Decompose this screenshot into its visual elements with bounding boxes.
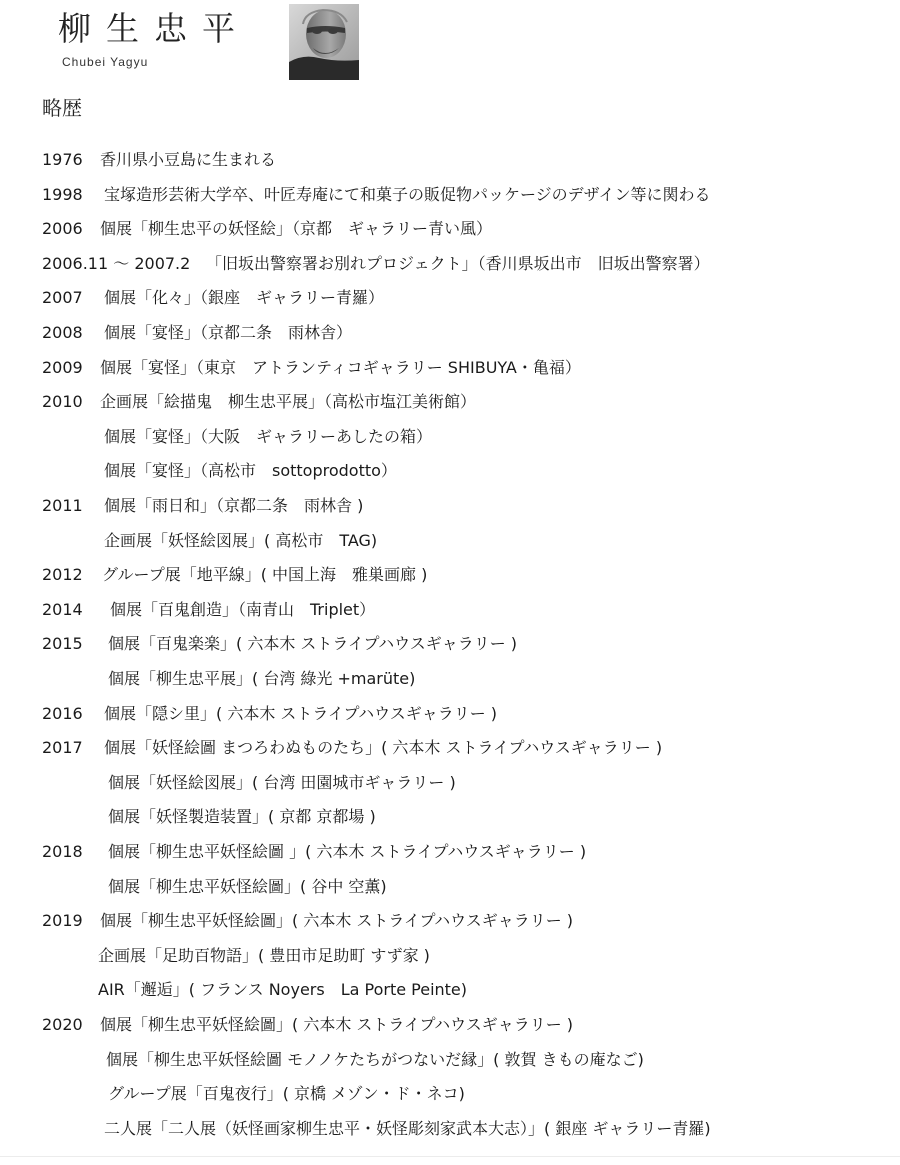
biography-entry — [0, 939, 900, 973]
entry-year: 2014 — [42, 599, 83, 619]
entry-text: 個展「宴怪」（京都二条 雨林舎） — [104, 323, 353, 342]
entry-text: 香川県小豆島に生まれる — [100, 150, 277, 169]
biography-entry — [0, 178, 900, 212]
entry-text: 個展「柳生忠平妖怪絵圖」( 六本木 ストライプハウスギャラリー ) — [100, 911, 574, 931]
entry-year: 2017 — [42, 738, 83, 758]
biography-entry — [0, 524, 900, 558]
biography-entry — [0, 870, 900, 904]
entry-text: 個展「柳生忠平妖怪絵圖 モノノケたちがつないだ縁」( 敦賀 きもの庵なご) — [106, 1049, 644, 1069]
entry-text: 個展「百鬼創造」（南青山 Triplet） — [110, 599, 376, 619]
biography-entry — [0, 835, 900, 869]
entry-year: 2016 — [42, 703, 83, 723]
bottom-divider — [0, 1156, 900, 1157]
entry-text: AIR「邂逅」( フランス Noyers La Porte Peinte) — [98, 980, 468, 1000]
entry-text: 個展「百鬼楽楽」( 六本木 ストライプハウスギャラリー ) — [108, 634, 518, 654]
biography-entry — [0, 558, 900, 592]
entry-text: 企画展「妖怪絵図展」( 高松市 TAG) — [104, 530, 378, 550]
entry-year: 1998 — [42, 184, 83, 204]
name-english: Chubei Yagyu — [62, 55, 149, 69]
biography-entry — [0, 593, 900, 627]
entry-text: 個展「妖怪絵図展」( 台湾 田園城市ギャラリー ) — [108, 772, 456, 792]
biography-entry — [0, 973, 900, 1007]
entry-text: 個展「宴怪」（東京 アトランティコギャラリー SHIBUYA・亀福） — [100, 357, 581, 377]
entry-year: 2010 — [42, 392, 83, 412]
biography-entry — [0, 212, 900, 246]
entry-text: 個展「化々」（銀座 ギャラリー青羅） — [104, 288, 385, 308]
entry-text: 個展「隠シ里」( 六本木 ストライプハウスギャラリー ) — [104, 703, 498, 723]
biography-entry — [0, 316, 900, 350]
entry-text: 「旧坂出警察署お別れプロジェクト」（香川県坂出市 旧坂出警察署） — [206, 253, 710, 273]
biography-entry — [0, 420, 900, 454]
biography-entry — [0, 904, 900, 938]
biography-entry — [0, 281, 900, 315]
entry-text: グループ展「百鬼夜行」( 京橋 メゾン・ド・ネコ) — [108, 1084, 465, 1104]
entry-text: 個展「柳生忠平妖怪絵圖 」( 六本木 ストライプハウスギャラリー ) — [108, 842, 587, 861]
entry-text: 個展「柳生忠平妖怪絵圖」( 六本木 ストライプハウスギャラリー ) — [100, 1015, 574, 1034]
section-title-biography: 略歴 — [42, 96, 82, 120]
entry-year: 2015 — [42, 634, 83, 654]
entry-text: 個展「妖怪製造装置」( 京都 京都場 ) — [108, 807, 376, 827]
entry-year: 2007 — [42, 288, 83, 308]
entry-text: 二人展「二人展（妖怪画家柳生忠平・妖怪彫刻家武本大志）」( 銀座 ギャラリー青羅) — [104, 1118, 711, 1138]
biography-entry — [0, 1077, 900, 1111]
entry-text: 個展「宴怪」（高松市 sottoprodotto） — [104, 461, 397, 481]
biography-entry — [0, 1112, 900, 1146]
entry-year: 2020 — [42, 1015, 83, 1034]
entry-year: 1976 — [42, 150, 83, 169]
biography-entry — [0, 766, 900, 800]
entry-year: 2018 — [42, 842, 83, 861]
portrait-photo — [289, 4, 359, 80]
biography-entry — [0, 143, 900, 177]
entry-year: 2006 — [42, 219, 83, 239]
entry-text: 企画展「足助百物語」( 豊田市足助町 すず家 ) — [98, 945, 430, 965]
entry-text: 個展「宴怪」（大阪 ギャラリーあしたの箱） — [104, 426, 433, 446]
biography-entry — [0, 454, 900, 488]
entry-year: 2012 — [42, 565, 83, 585]
entry-year: 2019 — [42, 911, 83, 931]
biography-entry — [0, 662, 900, 696]
biography-entry — [0, 697, 900, 731]
biography-entry — [0, 1043, 900, 1077]
entry-text: グループ展「地平線」( 中国上海 雅巣画廊 ) — [102, 565, 428, 585]
biography-entry — [0, 627, 900, 661]
entry-year: 2011 — [42, 496, 83, 515]
biography-entry — [0, 385, 900, 419]
biography-entry — [0, 800, 900, 834]
entry-text: 個展「柳生忠平妖怪絵圖」( 谷中 空薫) — [108, 876, 387, 896]
entry-year: 2006.11 ～ 2007.2 — [42, 253, 191, 273]
entry-year: 2008 — [42, 323, 83, 342]
entry-text: 個展「柳生忠平展」( 台湾 綠光 +marüte) — [108, 669, 416, 688]
entry-text: 企画展「絵描鬼 柳生忠平展」（高松市塩江美術館） — [100, 392, 477, 412]
biography-entry — [0, 351, 900, 385]
entry-text: 宝塚造形芸術大学卒、叶匠寿庵にて和菓子の販促物パッケージのデザイン等に関わる — [104, 184, 711, 204]
name-japanese: 柳生忠平 — [58, 9, 250, 48]
biography-entry — [0, 1008, 900, 1042]
biography-entry — [0, 247, 900, 281]
entry-text: 個展「妖怪絵圖 まつろわぬものたち」( 六本木 ストライプハウスギャラリー ) — [104, 738, 663, 758]
entry-year: 2009 — [42, 357, 83, 377]
biography-entry — [0, 489, 900, 523]
entry-text: 個展「柳生忠平の妖怪絵」（京都 ギャラリー青い風） — [100, 219, 493, 239]
biography-entry — [0, 731, 900, 765]
entry-text: 個展「雨日和」（京都二条 雨林舎 ) — [104, 496, 364, 515]
